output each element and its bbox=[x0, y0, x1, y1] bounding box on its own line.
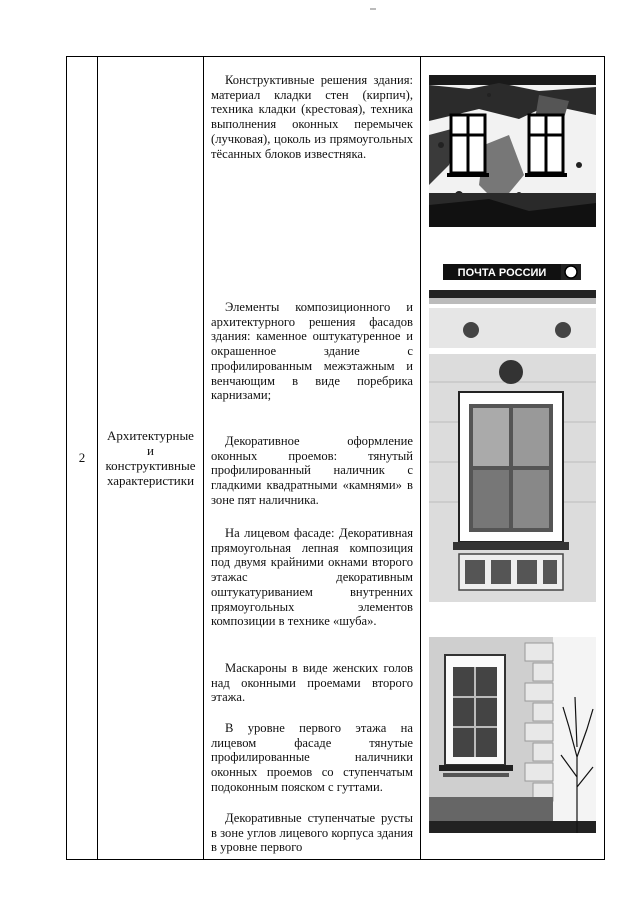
paragraph-window-decor: Декоративное оформление оконных проемов: тянутый профилированный наличник с гладкими квадратными «камнями» в зоне пят наличника. bbox=[211, 434, 413, 507]
row-label-line: конструктивные bbox=[105, 458, 196, 473]
paragraph-facade-composition: На лицевом фасаде: Декоративная прямоугольная лепная композиция под двумя крайними окнами второго этажас декоративным оштукатуриванием внутренних прямоугольных элементов композиции в технике «шуба». bbox=[211, 526, 413, 629]
photo-facade-window bbox=[429, 262, 596, 602]
description-cell bbox=[204, 57, 421, 860]
paragraph-ground-floor: В уровне первого этажа на лицевом фасаде тянутые профилированные наличники оконных проемов со ступенчатым подоконным пояском с гуттами. bbox=[211, 721, 413, 794]
photo-ground-floor bbox=[429, 637, 596, 833]
eagle-emblem-icon bbox=[565, 266, 577, 278]
paragraph-mascarons: Маскароны в виде женских голов над оконными проемами второго этажа. bbox=[211, 661, 413, 705]
row-label bbox=[98, 57, 204, 860]
row-number: 2 bbox=[67, 57, 98, 860]
paragraph-composition: Элементы композиционного и архитектурного решения фасадов здания: каменное оштукатуренное и окрашенное здание с профилированным межэтажным и венчающим в виде поребрика карнизами; bbox=[211, 300, 413, 403]
paragraph-structural: Конструктивные решения здания: материал кладки стен (кирпич), техника кладки (крестовая), техника выполнения оконных перемычек (лучковая), цоколь из прямоугольных тёсанных блоков известняка. bbox=[211, 73, 413, 161]
post-office-sign: ПОЧТА РОССИИ bbox=[457, 267, 547, 279]
row-label-line: характеристики bbox=[106, 473, 195, 488]
characteristics-table bbox=[66, 56, 605, 860]
mascaron-icon bbox=[499, 360, 523, 384]
paragraph-rustication: Декоративные ступенчатые русты в зоне углов лицевого корпуса здания в уровне первого bbox=[211, 811, 413, 855]
photo-brick-wall bbox=[429, 75, 596, 227]
page-scan-mark bbox=[370, 8, 376, 10]
row-label-line: Архитектурные bbox=[107, 428, 194, 443]
mascaron-icon bbox=[463, 322, 479, 338]
row-label-line: и bbox=[147, 443, 154, 458]
mascaron-icon bbox=[555, 322, 571, 338]
table-row bbox=[67, 57, 605, 860]
photo-cell bbox=[421, 57, 605, 860]
